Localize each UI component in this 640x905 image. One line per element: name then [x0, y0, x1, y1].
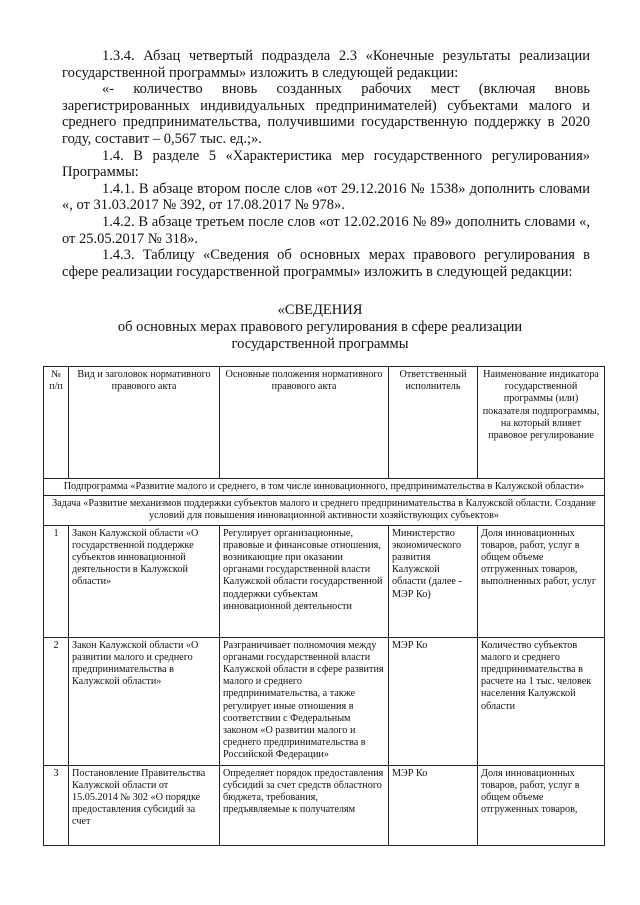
row-act: Закон Калужской области «О государственной поддержке субъектов инновационной деятельности в Калужской области» — [69, 525, 220, 637]
regulation-table — [43, 366, 605, 846]
row-indicator: Доля инновационных товаров, работ, услуг в общем объеме отгруженных товаров, — [478, 765, 605, 845]
paragraph-1-4: 1.4. В разделе 5 «Характеристика мер государственного регулирования» Программы: — [62, 147, 590, 181]
task-cell: Задача «Развитие механизмов поддержки субъектов малого и среднего предпринимательства в Калужской области. Создание условий для повышения инновационной активности хозяйствующих субъектов» — [44, 496, 605, 525]
row-executor: МЭР Ко — [389, 637, 478, 765]
amendment-text — [62, 48, 590, 280]
row-num: 1 — [44, 525, 69, 637]
row-indicator: Доля инновационных товаров, работ, услуг в общем объеме отгруженных товаров, выполненных работ, услуг — [478, 525, 605, 637]
heading-subtitle-1: об основных мерах правового регулирования в сфере реализации — [117, 319, 523, 335]
row-executor: МЭР Ко — [389, 765, 478, 845]
header-executor: Ответственный исполнитель — [389, 367, 478, 479]
header-provisions: Основные положения нормативного правового акта — [220, 367, 389, 479]
task-row — [44, 496, 605, 525]
paragraph-quote: «- количество вновь созданных рабочих мест (включая вновь зарегистрированных индивидуальных предпринимателей) субъектами малого и среднего предпринимательства, получившими государственную поддержку в 2020 году, составит – 0,567 тыс. ед.;». — [62, 81, 590, 147]
row-act: Закон Калужской области «О развитии малого и среднего предпринимательства в Калужской области» — [69, 637, 220, 765]
row-provisions: Регулирует организационные, правовые и финансовые отношения, возникающие при оказании органами государственной власти Калужской области государственной поддержки субъектам инновационной деятельности — [220, 525, 389, 637]
row-num: 2 — [44, 637, 69, 765]
header-indicator: Наименование индикатора государственной программы (или) показателя подпрограммы, на который влияет правовое регулирование — [478, 367, 605, 479]
paragraph-1-4-1: 1.4.1. В абзаце втором после слов «от 29.12.2016 № 1538» дополнить словами «, от 31.03.2017 № 392, от 17.08.2017 № 978». — [62, 180, 590, 214]
row-indicator: Количество субъектов малого и среднего предпринимательства в расчете на 1 тыс. человек населения Калужской области — [478, 637, 605, 765]
table-header-row — [44, 367, 605, 479]
header-act: Вид и заголовок нормативного правового акта — [69, 367, 220, 479]
paragraph-1-3-4: 1.3.4. Абзац четвертый подраздела 2.3 «Конечные результаты реализации государственной программы» изложить в следующей редакции: — [62, 48, 590, 81]
table-row — [44, 525, 605, 637]
table-heading — [40, 302, 600, 353]
subprogram-cell: Подпрограмма «Развитие малого и среднего, в том числе инновационного, предпринимательства в Калужской области» — [44, 479, 605, 496]
table-row — [44, 637, 605, 765]
row-num: 3 — [44, 765, 69, 845]
heading-subtitle-2: государственной программы — [231, 336, 409, 352]
row-act: Постановление Правительства Калужской области от 15.05.2014 № 302 «О порядке предоставления субсидий за счет — [69, 765, 220, 845]
paragraph-1-4-2: 1.4.2. В абзаце третьем после слов «от 12.02.2016 № 89» дополнить словами «, от 25.05.2017 № 318». — [62, 213, 590, 247]
row-executor: Министерство экономического развития Калужской области (далее - МЭР Ко) — [389, 525, 478, 637]
paragraph-1-4-3: 1.4.3. Таблицу «Сведения об основных мерах правового регулирования в сфере реализации государственной программы» изложить в следующей редакции: — [62, 247, 590, 280]
row-provisions: Определяет порядок предоставления субсидий за счет средств областного бюджета, требования, предъявляемые к получателям — [220, 765, 389, 845]
row-provisions: Разграничивает полномочия между органами государственной власти Калужской области в сфере развития малого и среднего предпринимательства, а также регулирует иные отношения в соответствии с Федеральным законом «О развитии малого и среднего предпринимательства в Российской Федерации» — [220, 637, 389, 765]
table-row — [44, 765, 605, 845]
header-num: № п/п — [44, 367, 69, 479]
heading-title: «СВЕДЕНИЯ — [277, 302, 363, 318]
subprogram-row — [44, 479, 605, 496]
